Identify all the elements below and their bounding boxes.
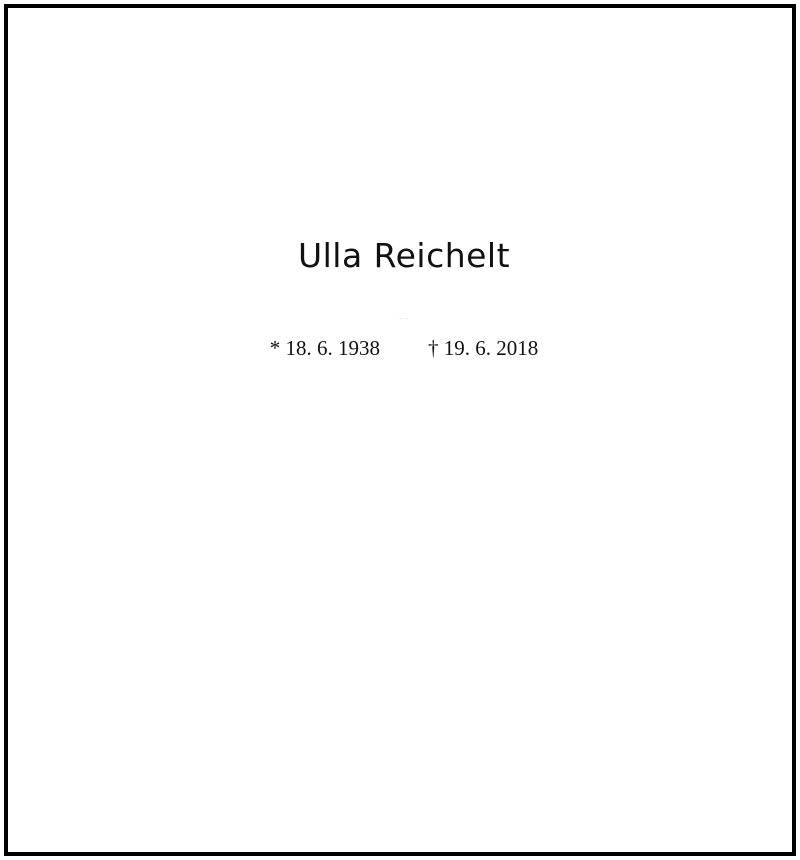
funeral-line <box>8 775 800 804</box>
friends-heading <box>8 477 800 504</box>
funeral-line <box>8 718 800 747</box>
birth-date: * 18. 6. 1938 <box>269 336 380 360</box>
funeral-line <box>8 690 800 719</box>
quote-line <box>8 142 800 169</box>
funeral-line <box>8 747 800 776</box>
funeral-line <box>8 633 800 662</box>
funeral-line <box>8 661 800 690</box>
family-names <box>8 438 800 470</box>
deceased-name: Ulla Reichelt <box>297 236 511 275</box>
mourners-section <box>8 406 800 558</box>
mourners-heading <box>8 406 800 438</box>
quote-line <box>8 115 800 142</box>
quote-line <box>8 62 800 89</box>
friends-names <box>8 504 800 531</box>
funeral-details <box>8 604 800 804</box>
friends-names <box>8 531 800 558</box>
memorial-quote <box>8 62 800 168</box>
life-dates <box>8 333 800 363</box>
obituary-notice <box>4 4 796 856</box>
birth-name: geb. Wild <box>399 319 409 320</box>
death-date: † 19. 6. 2018 <box>428 336 539 360</box>
funeral-line <box>8 604 800 633</box>
quote-line <box>8 89 800 116</box>
